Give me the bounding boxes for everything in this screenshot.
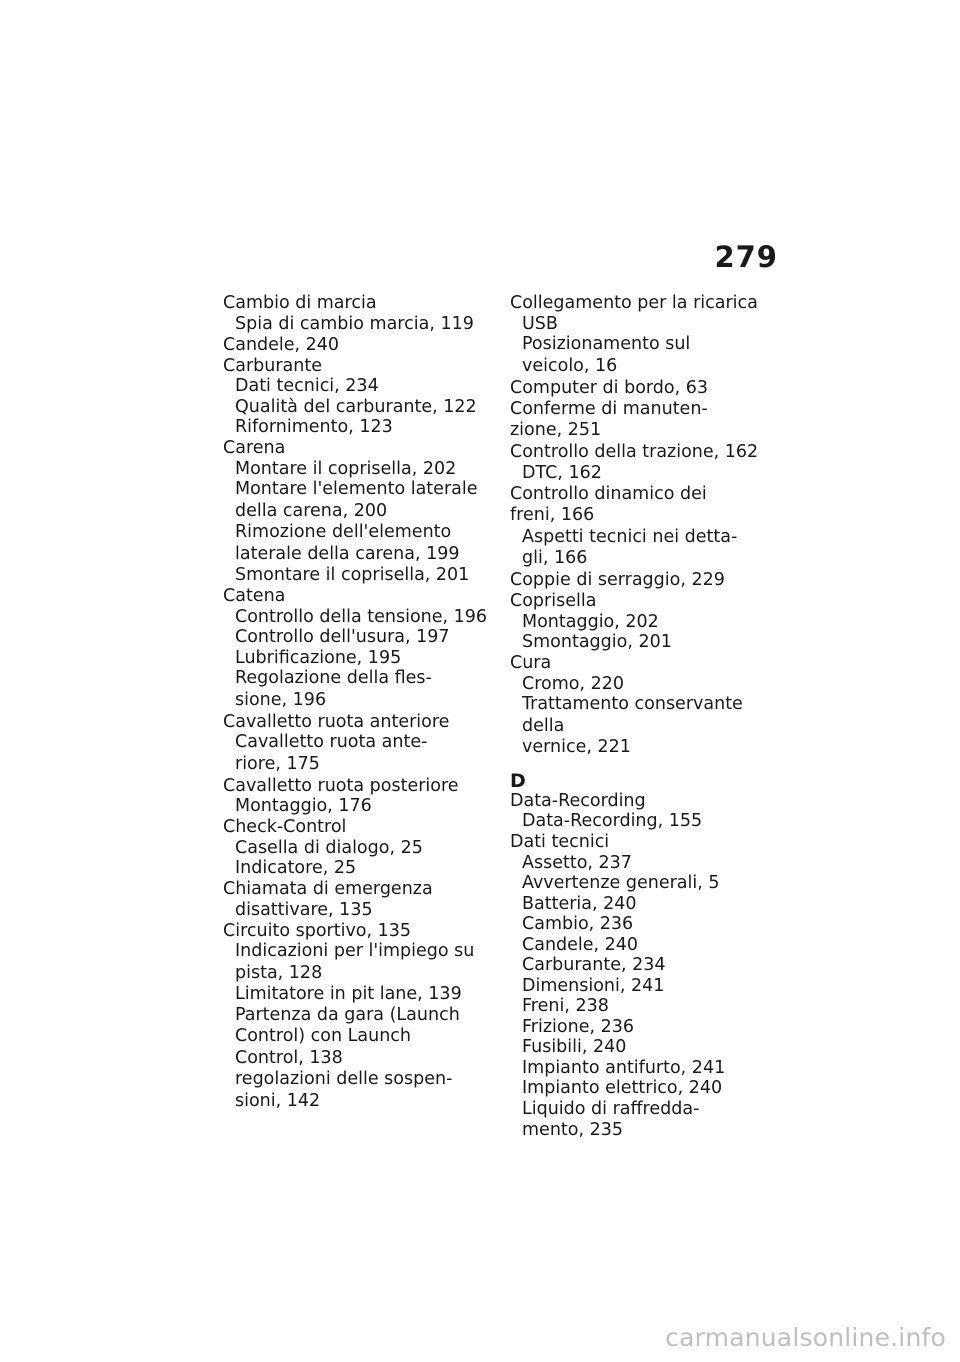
index-entry: [223, 438, 493, 586]
index-subentry: Aspetti tecnici nei detta- gli, 166: [522, 526, 738, 568]
index-entry: [510, 442, 780, 483]
index-subentry: Lubrificazione, 195: [235, 647, 402, 668]
index-entry-heading: Controllo della trazione, 162: [510, 442, 759, 462]
index-subentry: Montare il coprisella, 202: [235, 458, 457, 479]
index-entry: [223, 356, 493, 438]
index-entry-heading: Data-Recording: [510, 790, 646, 811]
index-entry: [223, 586, 493, 711]
index-subentry: Avvertenze generali, 5: [522, 873, 720, 893]
watermark: carmanualsonline.info: [665, 1323, 946, 1352]
index-entry-heading: Cura: [510, 653, 552, 673]
index-subentry: Impianto elettrico, 240: [522, 1078, 723, 1098]
index-entry-heading: Chiamata di emergenza: [223, 879, 433, 899]
index-entry: [510, 399, 780, 442]
index-subentry: Data-Recording, 155: [522, 811, 703, 831]
index-entry-heading: Catena: [223, 586, 286, 606]
index-entry: [223, 817, 493, 879]
index-subentry: Cambio, 236: [522, 914, 634, 934]
index-entry: [223, 776, 493, 817]
index-subentry: Qualità del carburante, 122: [235, 396, 477, 417]
index-subentry: Batteria, 240: [522, 893, 637, 914]
index-subentry: Rimozione dell'elemento laterale della carena, 199: [235, 522, 460, 564]
index-subentry: Limitatore in pit lane, 139: [235, 984, 462, 1004]
index-subentry: Carburante, 234: [522, 955, 666, 975]
index-entry-heading: Carena: [223, 438, 286, 458]
index-subentry: Impianto antifurto, 241: [522, 1057, 726, 1078]
index-entry-heading: Cavalletto ruota anteriore: [223, 711, 450, 732]
index-entry: [510, 832, 780, 1142]
index-subentry: Montaggio, 202: [522, 611, 659, 632]
index-subentry: regolazioni delle sospen- sioni, 142: [235, 1069, 453, 1111]
index-subentry: Dimensioni, 241: [522, 975, 665, 996]
index-entry: [510, 570, 780, 591]
index-entry-heading: Dati tecnici: [510, 832, 610, 852]
index-subentry: Trattamento conservante della vernice, 221: [522, 694, 743, 757]
index-entry: [223, 712, 493, 776]
index-entry-heading: Collegamento per la ricarica: [510, 293, 758, 313]
index-subentry: Posizionamento sul veicolo, 16: [522, 334, 691, 376]
index-entry: [510, 791, 780, 832]
index-subentry: Partenza da gara (Launch Control) con Launch Control, 138: [235, 1004, 460, 1068]
index-subentry: Assetto, 237: [522, 852, 632, 873]
index-entry-heading: Controllo dinamico dei freni, 166: [510, 483, 707, 525]
index-subentry: Smontaggio, 201: [522, 632, 672, 652]
index-letter-heading: D: [510, 769, 526, 792]
index-entry: [510, 293, 780, 377]
index-entry: [223, 293, 493, 334]
index-subentry: DTC, 162: [522, 462, 602, 483]
index-subentry: Fusibili, 240: [522, 1037, 627, 1057]
index-entry: [223, 921, 493, 1113]
index-entry-heading: Coppie di serraggio, 229: [510, 570, 725, 590]
index-subentry: Dati tecnici, 234: [235, 376, 379, 396]
index-subentry: Indicatore, 25: [235, 858, 357, 878]
index-entry-heading: Cavalletto ruota posteriore: [223, 775, 459, 796]
index-subentry: Liquido di raffredda- mento, 235: [522, 1098, 700, 1140]
index-subentry: Smontare il coprisella, 201: [235, 565, 470, 585]
index-subentry: Freni, 238: [522, 996, 609, 1016]
index-subentry: Controllo dell'usura, 197: [235, 627, 450, 647]
index-entry-heading: Conferme di manuten- zione, 251: [510, 398, 708, 440]
page-number: 279: [714, 240, 778, 274]
index-entry: [223, 879, 493, 920]
index-column-right: [510, 293, 780, 1142]
index-entry: [223, 335, 493, 356]
index-entry-heading: Circuito sportivo, 135: [223, 920, 412, 941]
index-column-left: [223, 293, 493, 1112]
index-subentry: Regolazione della fles- sione, 196: [235, 668, 432, 710]
index-entry-heading: Computer di bordo, 63: [510, 377, 709, 398]
index-subentry: Frizione, 236: [522, 1016, 634, 1037]
index-subentry: Indicazioni per l'impiego su pista, 128: [235, 941, 475, 983]
index-entry-heading: Carburante: [223, 355, 322, 376]
index-subentry: Montaggio, 176: [235, 796, 372, 816]
index-entry: [510, 653, 780, 759]
index-subentry: Montare l'elemento laterale della carena, 200: [235, 479, 478, 521]
index-subentry: Candele, 240: [522, 934, 639, 955]
index-entry-heading: Coprisella: [510, 591, 597, 611]
index-subentry: Cromo, 220: [522, 673, 625, 694]
index-subentry: Spia di cambio marcia, 119: [235, 313, 474, 334]
index-subentry: Cavalletto ruota ante- riore, 175: [235, 732, 428, 774]
index-subentry: Casella di dialogo, 25: [235, 837, 423, 858]
index-entry-heading: Cambio di marcia: [223, 293, 377, 313]
index-entry: [510, 378, 780, 399]
index-subentry: Rifornimento, 123: [235, 417, 393, 437]
index-entry: [510, 591, 780, 653]
index-entry: [510, 484, 780, 570]
index-entry-heading: Check-Control: [223, 817, 347, 837]
index-subentry: disattivare, 135: [235, 899, 373, 920]
index-subentry: Controllo della tensione, 196: [235, 606, 488, 627]
index-entry-heading: Candele, 240: [223, 334, 340, 355]
index-subentry: USB: [522, 313, 558, 334]
